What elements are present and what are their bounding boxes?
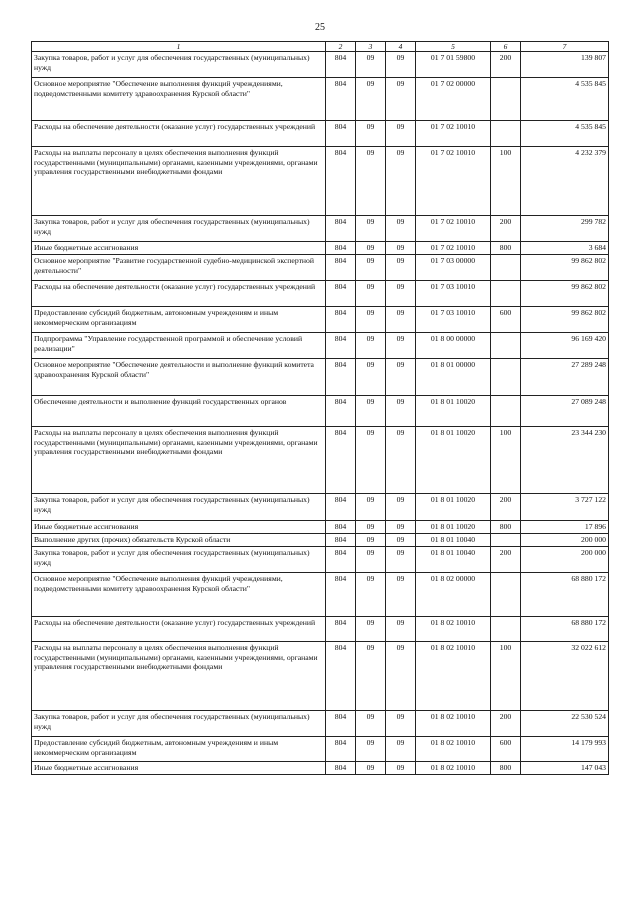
row-target-article: 01 7 02 10010 — [416, 147, 491, 216]
table-row — [32, 534, 609, 547]
row-amount: 299 782 — [521, 216, 609, 242]
table-row — [32, 333, 609, 359]
row-expense-type: 800 — [491, 242, 521, 255]
row-section-code: 09 — [356, 617, 386, 642]
row-name: Подпрограмма "Управление государственной программой и обеспечение условий реализации" — [32, 333, 326, 359]
row-subsection-code: 09 — [386, 121, 416, 147]
row-name: Расходы на выплаты персоналу в целях обеспечения выполнения функций государственными (муниципальными) органами, казенными учреждениями, органами управления государственными внебюджетными фондами — [32, 427, 326, 494]
row-amount: 99 862 802 — [521, 255, 609, 281]
row-amount: 27 089 248 — [521, 396, 609, 427]
row-subsection-code: 09 — [386, 78, 416, 121]
row-section-code: 09 — [356, 521, 386, 534]
row-amount: 4 232 379 — [521, 147, 609, 216]
row-section-code: 09 — [356, 494, 386, 521]
row-subsection-code: 09 — [386, 216, 416, 242]
table-body — [32, 52, 609, 775]
row-amount: 32 022 612 — [521, 642, 609, 711]
table-row — [32, 281, 609, 307]
row-expense-type — [491, 281, 521, 307]
row-section-code: 09 — [356, 121, 386, 147]
row-target-article: 01 7 02 10010 — [416, 121, 491, 147]
row-target-article: 01 8 02 10010 — [416, 711, 491, 737]
column-header: 5 — [416, 42, 491, 52]
row-amount: 27 289 248 — [521, 359, 609, 396]
row-section-code: 09 — [356, 52, 386, 78]
row-subsection-code: 09 — [386, 737, 416, 762]
row-target-article: 01 8 01 10040 — [416, 547, 491, 573]
row-expense-type — [491, 396, 521, 427]
table-row — [32, 147, 609, 216]
row-target-article: 01 8 01 10020 — [416, 396, 491, 427]
row-section-code: 09 — [356, 534, 386, 547]
row-target-article: 01 7 03 10010 — [416, 281, 491, 307]
row-section-code: 09 — [356, 547, 386, 573]
row-subsection-code: 09 — [386, 359, 416, 396]
row-target-article: 01 8 01 10020 — [416, 521, 491, 534]
row-amount: 4 535 845 — [521, 121, 609, 147]
row-target-article: 01 8 01 10040 — [416, 534, 491, 547]
row-ministry-code: 804 — [326, 617, 356, 642]
row-expense-type: 100 — [491, 427, 521, 494]
header-row — [32, 42, 609, 52]
row-amount: 17 896 — [521, 521, 609, 534]
row-expense-type — [491, 617, 521, 642]
row-target-article: 01 8 02 10010 — [416, 762, 491, 775]
row-subsection-code: 09 — [386, 242, 416, 255]
row-expense-type: 600 — [491, 307, 521, 333]
row-ministry-code: 804 — [326, 121, 356, 147]
row-expense-type: 200 — [491, 52, 521, 78]
row-amount: 147 043 — [521, 762, 609, 775]
row-name: Иные бюджетные ассигнования — [32, 521, 326, 534]
row-subsection-code: 09 — [386, 396, 416, 427]
row-name: Иные бюджетные ассигнования — [32, 242, 326, 255]
row-amount: 200 000 — [521, 547, 609, 573]
row-ministry-code: 804 — [326, 52, 356, 78]
row-target-article: 01 8 01 10020 — [416, 427, 491, 494]
row-name: Закупка товаров, работ и услуг для обеспечения государственных (муниципальных) нужд — [32, 711, 326, 737]
row-subsection-code: 09 — [386, 255, 416, 281]
row-expense-type: 200 — [491, 711, 521, 737]
table-row — [32, 121, 609, 147]
row-expense-type — [491, 359, 521, 396]
row-amount: 22 530 524 — [521, 711, 609, 737]
row-section-code: 09 — [356, 147, 386, 216]
row-target-article: 01 7 02 00000 — [416, 78, 491, 121]
row-target-article: 01 8 01 00000 — [416, 359, 491, 396]
row-section-code: 09 — [356, 307, 386, 333]
row-subsection-code: 09 — [386, 617, 416, 642]
row-subsection-code: 09 — [386, 147, 416, 216]
row-ministry-code: 804 — [326, 242, 356, 255]
row-subsection-code: 09 — [386, 281, 416, 307]
row-ministry-code: 804 — [326, 307, 356, 333]
table-row — [32, 216, 609, 242]
row-target-article: 01 8 02 10010 — [416, 737, 491, 762]
row-subsection-code: 09 — [386, 427, 416, 494]
table-row — [32, 521, 609, 534]
table-row — [32, 427, 609, 494]
row-target-article: 01 8 02 00000 — [416, 573, 491, 617]
row-ministry-code: 804 — [326, 281, 356, 307]
table-row — [32, 255, 609, 281]
row-name: Расходы на выплаты персоналу в целях обеспечения выполнения функций государственными (муниципальными) органами, казенными учреждениями, органами управления государственными внебюджетными фондами — [32, 642, 326, 711]
row-expense-type — [491, 534, 521, 547]
table-row — [32, 762, 609, 775]
row-ministry-code: 804 — [326, 547, 356, 573]
row-amount: 99 862 802 — [521, 307, 609, 333]
column-header: 3 — [356, 42, 386, 52]
column-header: 2 — [326, 42, 356, 52]
row-name: Основное мероприятие "Обеспечение выполнения функций учреждениями, подведомственными комитету здравоохранения Курской области" — [32, 78, 326, 121]
row-target-article: 01 8 01 10020 — [416, 494, 491, 521]
row-amount: 14 179 993 — [521, 737, 609, 762]
row-ministry-code: 804 — [326, 255, 356, 281]
row-amount: 3 727 122 — [521, 494, 609, 521]
row-expense-type — [491, 121, 521, 147]
column-header: 1 — [32, 42, 326, 52]
row-amount: 99 862 802 — [521, 281, 609, 307]
row-name: Основное мероприятие "Обеспечение деятельности и выполнение функций комитета здравоохранения Курской области" — [32, 359, 326, 396]
row-section-code: 09 — [356, 78, 386, 121]
row-ministry-code: 804 — [326, 78, 356, 121]
row-expense-type — [491, 255, 521, 281]
row-name: Расходы на обеспечение деятельности (оказание услуг) государственных учреждений — [32, 121, 326, 147]
row-ministry-code: 804 — [326, 521, 356, 534]
row-section-code: 09 — [356, 762, 386, 775]
row-amount: 4 535 845 — [521, 78, 609, 121]
row-subsection-code: 09 — [386, 642, 416, 711]
row-name: Закупка товаров, работ и услуг для обеспечения государственных (муниципальных) нужд — [32, 547, 326, 573]
row-name: Основное мероприятие "Развитие государственной судебно-медицинской экспертной деятельности" — [32, 255, 326, 281]
row-amount: 23 344 230 — [521, 427, 609, 494]
row-target-article: 01 8 02 10010 — [416, 642, 491, 711]
row-section-code: 09 — [356, 333, 386, 359]
table-row — [32, 396, 609, 427]
row-ministry-code: 804 — [326, 642, 356, 711]
page-number: 25 — [315, 22, 325, 33]
row-subsection-code: 09 — [386, 762, 416, 775]
row-ministry-code: 804 — [326, 762, 356, 775]
row-section-code: 09 — [356, 427, 386, 494]
row-name: Расходы на выплаты персоналу в целях обеспечения выполнения функций государственными (муниципальными) органами, казенными учреждениями, органами управления государственными внебюджетными фондами — [32, 147, 326, 216]
row-name: Расходы на обеспечение деятельности (оказание услуг) государственных учреждений — [32, 617, 326, 642]
row-amount: 68 880 172 — [521, 617, 609, 642]
row-ministry-code: 804 — [326, 427, 356, 494]
row-subsection-code: 09 — [386, 534, 416, 547]
row-ministry-code: 804 — [326, 711, 356, 737]
row-amount: 200 000 — [521, 534, 609, 547]
table-row — [32, 737, 609, 762]
row-amount: 96 169 420 — [521, 333, 609, 359]
row-ministry-code: 804 — [326, 216, 356, 242]
row-name: Предоставление субсидий бюджетным, автономным учреждениям и иным некоммерческим организациям — [32, 737, 326, 762]
row-amount: 139 807 — [521, 52, 609, 78]
row-name: Обеспечение деятельности и выполнение функций государственных органов — [32, 396, 326, 427]
row-ministry-code: 804 — [326, 534, 356, 547]
row-expense-type: 600 — [491, 737, 521, 762]
column-header: 6 — [491, 42, 521, 52]
row-expense-type: 100 — [491, 642, 521, 711]
table-row — [32, 359, 609, 396]
row-subsection-code: 09 — [386, 711, 416, 737]
row-expense-type — [491, 573, 521, 617]
row-expense-type: 200 — [491, 216, 521, 242]
row-name: Основное мероприятие "Обеспечение выполнения функций учреждениями, подведомственными комитету здравоохранения Курской области" — [32, 573, 326, 617]
row-section-code: 09 — [356, 255, 386, 281]
row-subsection-code: 09 — [386, 494, 416, 521]
table-row — [32, 711, 609, 737]
row-section-code: 09 — [356, 359, 386, 396]
row-section-code: 09 — [356, 573, 386, 617]
row-name: Закупка товаров, работ и услуг для обеспечения государственных (муниципальных) нужд — [32, 52, 326, 78]
row-section-code: 09 — [356, 711, 386, 737]
row-subsection-code: 09 — [386, 333, 416, 359]
budget-table — [31, 41, 609, 775]
table-row — [32, 547, 609, 573]
row-amount: 3 684 — [521, 242, 609, 255]
row-subsection-code: 09 — [386, 521, 416, 534]
row-subsection-code: 09 — [386, 573, 416, 617]
row-ministry-code: 804 — [326, 494, 356, 521]
row-ministry-code: 804 — [326, 737, 356, 762]
row-expense-type: 200 — [491, 494, 521, 521]
row-expense-type — [491, 78, 521, 121]
table-row — [32, 642, 609, 711]
row-name: Иные бюджетные ассигнования — [32, 762, 326, 775]
row-subsection-code: 09 — [386, 547, 416, 573]
row-target-article: 01 7 01 59800 — [416, 52, 491, 78]
column-header: 7 — [521, 42, 609, 52]
row-name: Закупка товаров, работ и услуг для обеспечения государственных (муниципальных) нужд — [32, 494, 326, 521]
row-ministry-code: 804 — [326, 359, 356, 396]
table-row — [32, 78, 609, 121]
table-row — [32, 573, 609, 617]
row-section-code: 09 — [356, 737, 386, 762]
table-row — [32, 307, 609, 333]
table-row — [32, 617, 609, 642]
row-name: Выполнение других (прочих) обязательств Курской области — [32, 534, 326, 547]
table-row — [32, 52, 609, 78]
row-name: Расходы на обеспечение деятельности (оказание услуг) государственных учреждений — [32, 281, 326, 307]
row-section-code: 09 — [356, 216, 386, 242]
row-subsection-code: 09 — [386, 307, 416, 333]
column-header: 4 — [386, 42, 416, 52]
row-target-article: 01 7 02 10010 — [416, 216, 491, 242]
row-target-article: 01 7 03 10010 — [416, 307, 491, 333]
row-name: Закупка товаров, работ и услуг для обеспечения государственных (муниципальных) нужд — [32, 216, 326, 242]
row-expense-type: 800 — [491, 521, 521, 534]
row-expense-type: 200 — [491, 547, 521, 573]
row-ministry-code: 804 — [326, 573, 356, 617]
row-target-article: 01 8 02 10010 — [416, 617, 491, 642]
row-ministry-code: 804 — [326, 147, 356, 216]
row-section-code: 09 — [356, 242, 386, 255]
row-subsection-code: 09 — [386, 52, 416, 78]
row-target-article: 01 8 00 00000 — [416, 333, 491, 359]
row-section-code: 09 — [356, 281, 386, 307]
table-row — [32, 494, 609, 521]
row-target-article: 01 7 03 00000 — [416, 255, 491, 281]
row-expense-type: 800 — [491, 762, 521, 775]
row-expense-type — [491, 333, 521, 359]
table-row — [32, 242, 609, 255]
row-section-code: 09 — [356, 396, 386, 427]
row-ministry-code: 804 — [326, 333, 356, 359]
row-target-article: 01 7 02 10010 — [416, 242, 491, 255]
row-amount: 68 880 172 — [521, 573, 609, 617]
row-section-code: 09 — [356, 642, 386, 711]
row-expense-type: 100 — [491, 147, 521, 216]
row-name: Предоставление субсидий бюджетным, автономным учреждениям и иным некоммерческим организациям — [32, 307, 326, 333]
row-ministry-code: 804 — [326, 396, 356, 427]
